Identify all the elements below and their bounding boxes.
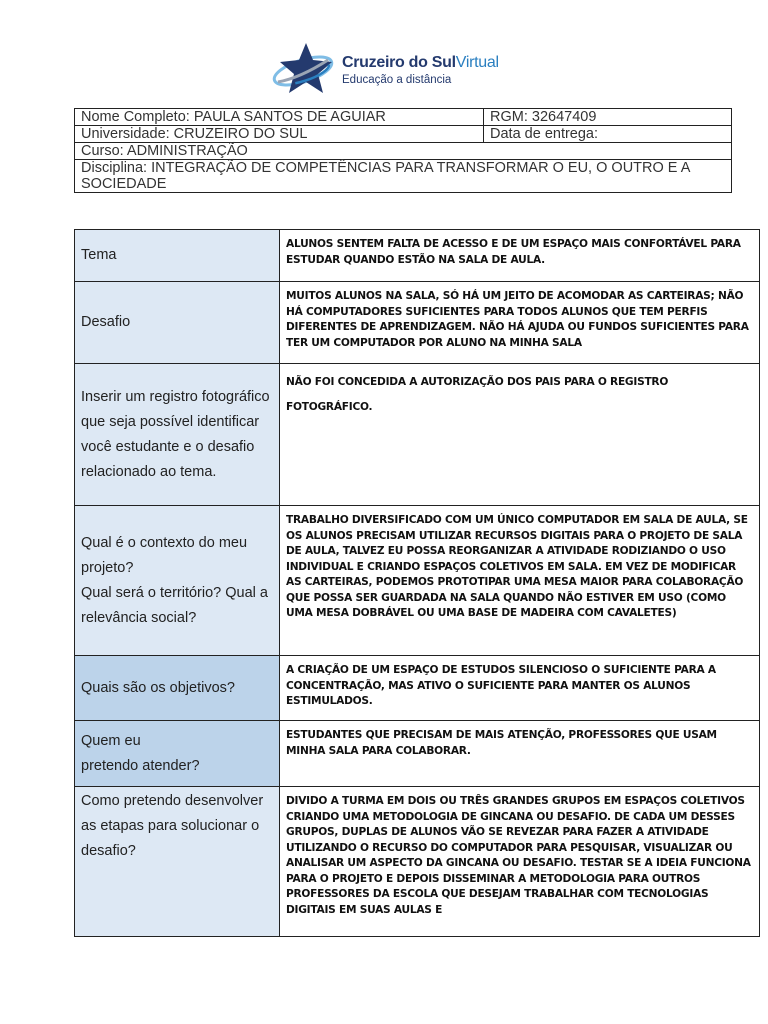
star-logo-icon: [270, 40, 338, 98]
student-name: Nome Completo: PAULA SANTOS DE AGUIAR: [75, 109, 484, 126]
logo-tagline: Educação a distância: [342, 74, 452, 86]
row-label-etapas: Como pretendo desenvolver as etapas para solucionar o desafio?: [75, 787, 280, 937]
row-answer-desafio: MUITOS ALUNOS NA SALA, SÓ HÁ UM JEITO DE ACOMODAR AS CARTEIRAS; NÃO HÁ COMPUTADORES SUFICIENTES PARA TODOS ALUNOS QUE TEM PERFIS DIFERENTES DE APRENDIZAGEM. NÃO HÁ AJUDA OU FUNDOS SUFICIENTES PARA TER UM COMPUTADOR POR ALUNO NA MINHA SALA: [280, 282, 760, 364]
row-answer-objetivos: A CRIAÇÃO DE UM ESPAÇO DE ESTUDOS SILENCIOSO O SUFICIENTE PARA A CONCENTRAÇÃO, MAS ATIVO O SUFICIENTE PARA MANTER OS ALUNOS ESTIMULADOS.: [280, 656, 760, 721]
institution-logo: [270, 40, 510, 98]
row-answer-contexto: TRABALHO DIVERSIFICADO COM UM ÚNICO COMPUTADOR EM SALA DE AULA, SE OS ALUNOS PRECISAM UTILIZAR RECURSOS DIGITAIS PARA O PROJETO DE SALA DE AULA, TALVEZ EU POSSA REORGANIZAR A ATIVIDADE RODIZIANDO O USO INDIVIDUAL E CRIANDO ESPAÇOS COLETIVOS EM SALA. EM VEZ DE MODIFICAR AS CARTEIRAS, PODEMOS PROTOTIPAR UMA MESA MAIOR PARA COLABORAÇÃO QUE POSSA SER GUARDADA NA SALA QUANDO NÃO ESTIVER EM USO (COMO UMA MESA DOBRÁVEL OU UMA BASE DE MADEIRA COM CAVALETES): [280, 506, 760, 656]
table-row: [75, 364, 760, 506]
discipline: Disciplina: INTEGRAÇÃO DE COMPETÊNCIAS PARA TRANSFORMAR O EU, O OUTRO E A SOCIEDADE: [75, 160, 732, 193]
row-label-objetivos: Quais são os objetivos?: [75, 656, 280, 721]
row-answer-tema: ALUNOS SENTEM FALTA DE ACESSO E DE UM ESPAÇO MAIS CONFORTÁVEL PARA ESTUDAR QUANDO ESTÃO NA SALA DE AULA.: [280, 230, 760, 282]
contexto-question-2: Qual será o território? Qual a relevância social?: [81, 584, 268, 626]
row-label-atender: [75, 721, 280, 787]
row-label-desafio: Desafio: [75, 282, 280, 364]
contexto-question-1: Qual é o contexto do meu projeto?: [81, 534, 248, 576]
row-label-contexto: [75, 506, 280, 656]
university: Universidade: CRUZEIRO DO SUL: [75, 126, 484, 143]
row-answer-registro: NÃO FOI CONCEDIDA A AUTORIZAÇÃO DOS PAIS PARA O REGISTRO FOTOGRÁFICO.: [280, 364, 760, 506]
project-table: [74, 229, 760, 937]
table-row: [75, 787, 760, 937]
row-label-tema: Tema: [75, 230, 280, 282]
table-row: [75, 656, 760, 721]
row-answer-atender: ESTUDANTES QUE PRECISAM DE MAIS ATENÇÃO, PROFESSORES QUE USAM MINHA SALA PARA COLABORAR.: [280, 721, 760, 787]
student-rgm: RGM: 32647409: [484, 109, 732, 126]
atender-question-2: pretendo atender?: [81, 757, 200, 774]
row-label-registro: Inserir um registro fotográfico que seja possível identificar você estudante e o desafio relacionado ao tema.: [75, 364, 280, 506]
table-row: [75, 721, 760, 787]
logo-brand: Cruzeiro do SulVirtual: [342, 54, 499, 71]
table-row: [75, 230, 760, 282]
atender-question-1: Quem eu: [81, 732, 141, 749]
table-row: [75, 282, 760, 364]
course: Curso: ADMINISTRAÇÃO: [75, 143, 732, 160]
table-row: [75, 506, 760, 656]
student-info-table: [74, 108, 732, 193]
delivery-date: Data de entrega:: [484, 126, 732, 143]
row-answer-etapas: DIVIDO A TURMA EM DOIS OU TRÊS GRANDES GRUPOS EM ESPAÇOS COLETIVOS CRIANDO UMA METODOLOGIA DE GINCANA OU DESAFIO. DE CADA UM DESSES GRUPOS, DUPLAS DE ALUNOS VÃO SE REVEZAR PARA FAZER A ATIVIDADE UTILIZANDO O RECURSO DO COMPUTADOR PARA PESQUISAR, VISUALIZAR OU ANALISAR UM ASPECTO DA GINCANA OU DESAFIO. TESTAR SE A IDEIA FUNCIONA PARA O PROJETO E DEPOIS DISSEMINAR A METODOLOGIA PARA OUTROS PROFESSORES DA ESCOLA QUE DESEJAM TRABALHAR COM TECNOLOGIAS DIGITAIS EM SUAS AULAS E: [280, 787, 760, 937]
